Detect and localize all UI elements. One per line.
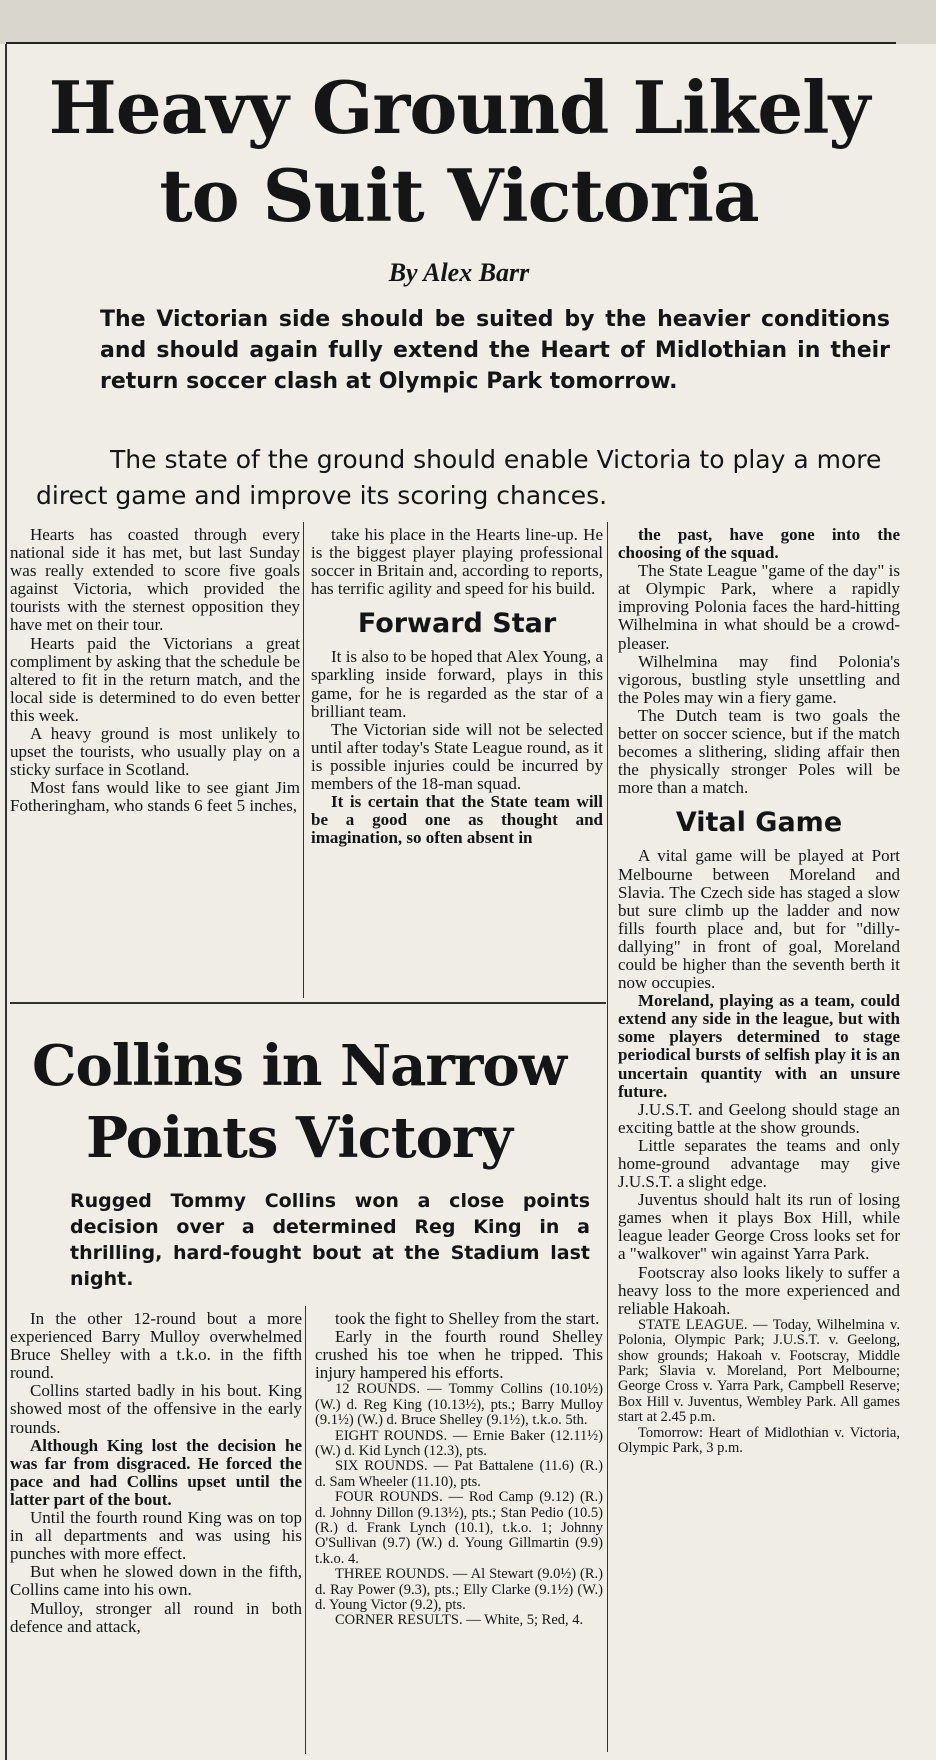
article2-headline: Collins in Narrow Points Victory xyxy=(31,1033,566,1171)
paragraph: Footscray also looks likely to suffer a heavy loss to the more experienced and reliable Hakoah. xyxy=(618,1262,900,1318)
article1-deck2: The state of the ground should enable Victoria to play a more direct game and improve its scoring chances. xyxy=(36,445,882,510)
paragraph: It is also to be hoped that Alex Young, a sparkling inside forward, plays in this game, for he is regarded as the star of a brilliant team. xyxy=(311,647,603,721)
page-top-band xyxy=(0,0,936,44)
article2-deck: Rugged Tommy Collins won a close points decision over a determined Reg King in a thrilling, hard-fought bout at the Stadium last night. xyxy=(70,1190,590,1290)
article1-headline: Heavy Ground Likely to Suit Victoria xyxy=(48,65,870,238)
result-line: 12 ROUNDS. — Tommy Collins (10.10½) (W.) d. Reg King (10.13½), pts.; Barry Mulloy (9.1½) (W.) d. Bruce Shelley (9.1½), t.k.o. 5th. xyxy=(315,1381,603,1429)
article1-byline: By Alex Barr xyxy=(388,258,530,287)
subhead-vital-game: Vital Game xyxy=(675,807,843,839)
top-rule xyxy=(6,42,896,44)
paragraph: The State League "game of the day" is at Olympic Park, where a rapidly improving Polonia faces the hard-hitting Wilhelmina in what should be a crowd-pleaser. xyxy=(618,561,900,653)
column-rule xyxy=(305,1306,306,1754)
paragraph: Collins started badly in his bout. King showed most of the offensive in the early rounds. xyxy=(10,1381,302,1437)
subhead-forward-star: Forward Star xyxy=(357,608,557,640)
paragraph: take his place in the Hearts line-up. He is the biggest player playing professional soccer in Britain and, according to reports, has terrific agility and speed for his build. xyxy=(311,526,603,599)
article1-column-2 xyxy=(311,526,603,994)
paragraph: Until the fourth round King was on top in all departments and was using his punches with more effect. xyxy=(10,1508,302,1564)
column-rule xyxy=(607,522,608,1752)
article1-deck: The Victorian side should be suited by the heavier conditions and should again fully extend the Heart of Midlothian in their return soccer clash at Olympic Park tomorrow. xyxy=(100,307,890,394)
paragraph: Wilhelmina may find Polonia's vigorous, bustling style unsettling and the Poles may win a fiery game. xyxy=(618,651,900,707)
paragraph: But when he slowed down in the fifth, Collins came into his own. xyxy=(10,1562,302,1600)
article1-column-1 xyxy=(10,526,300,994)
paragraph: Early in the fourth round Shelley crushed his toe when he tripped. This injury hampered his efforts. xyxy=(315,1327,603,1383)
fixtures-tomorrow: Tomorrow: Heart of Midlothian v. Victoria, Olympic Park, 3 p.m. xyxy=(618,1424,900,1457)
result-line: SIX ROUNDS. — Pat Battalene (11.6) (R.) d. Sam Wheeler (11.10), pts. xyxy=(315,1458,603,1490)
paragraph: A heavy ground is most unlikely to upset the tourists, who usually play on a sticky surface in Scotland. xyxy=(10,724,300,780)
paragraph: Little separates the teams and only home-ground advantage may give J.U.S.T. a slight edge. xyxy=(618,1135,900,1192)
paragraph: It is certain that the State team will be a good one as thought and imagination, so often absent in xyxy=(311,792,603,848)
article2-column-1 xyxy=(10,1310,302,1756)
paragraph: the past, have gone into the choosing of the squad. xyxy=(618,526,900,563)
paragraph: The Victorian side will not be selected until after today's State League round, as it is possible injuries could be incurred by members of the 18-man squad. xyxy=(311,719,603,794)
article-separator-rule xyxy=(10,1002,606,1004)
paragraph: The Dutch team is two goals the better on soccer science, but if the match becomes a slithering, sliding affair then the physically stronger Poles will be more than a match. xyxy=(618,705,900,798)
paragraph: In the other 12-round bout a more experienced Barry Mulloy overwhelmed Bruce Shelley with a t.k.o. in the fifth round. xyxy=(10,1310,302,1383)
result-line: FOUR ROUNDS. — Rod Camp (9.12) (R.) d. Johnny Dillon (9.13½), pts.; Stan Pedio (10.5) (R.) d. Frank Lynch (10.1), t.k.o. 1; Johnny O'Sullivan (9.7) (W.) d. Young Gillmartin (9.9) t.k.o. 4. xyxy=(315,1489,603,1567)
result-line: EIGHT ROUNDS. — Ernie Baker (12.11½) (W.) d. Kid Lynch (12.3), pts. xyxy=(315,1427,603,1459)
article1-column-3 xyxy=(618,526,900,1752)
paragraph: took the fight to Shelley from the start. xyxy=(335,1310,600,1328)
paragraph: Hearts paid the Victorians a great compliment by asking that the schedule be altered to fit in the return match, and the local side is determined to do even better this week. xyxy=(10,633,300,725)
paragraph: J.U.S.T. and Geelong should stage an exciting battle at the show grounds. xyxy=(618,1099,900,1137)
result-line: CORNER RESULTS. — White, 5; Red, 4. xyxy=(335,1612,584,1629)
fixtures-list: STATE LEAGUE. — Today, Wilhelmina v. Polonia, Olympic Park; J.U.S.T. v. Geelong, show grounds; Hakoah v. Footscray, Middle Park; Slavia v. Moreland, Port Melbourne; George Cross v. Yarra Park, Campbell Reserve; Box Hill v. Juventus, Wembley Park. All games start at 2.45 p.m. xyxy=(618,1316,900,1426)
paragraph: A vital game will be played at Port Melbourne between Moreland and Slavia. The Czech side has staged a slow but sure climb up the ladder and now fills fourth place and, but for "dilly-dallying" in front of goal, Moreland could be higher than the seventh berth it now occupies. xyxy=(618,846,900,993)
left-rule xyxy=(5,44,7,1760)
paragraph: Moreland, playing as a team, could extend any side in the league, but with some players determined to stage periodical bursts of selfish play it is an uncertain quantity with an unsure future. xyxy=(618,991,900,1101)
paragraph: Mulloy, stronger all round in both defence and attack, xyxy=(10,1598,302,1636)
paragraph: Most fans would like to see giant Jim Fotheringham, who stands 6 feet 5 inches, xyxy=(10,778,300,816)
paragraph: Hearts has coasted through every national side it has met, but last Sunday was really extended to score five goals against Victoria, which provided the tourists with the sternest opposition they have met on their tour. xyxy=(10,526,300,635)
paragraph: Although King lost the decision he was far from disgraced. He forced the pace and had Collins upset until the latter part of the bout. xyxy=(10,1435,302,1509)
paragraph: Juventus should halt its run of losing games when it plays Box Hill, while league leader George Cross looks set for a "walkover" win against Yarra Park. xyxy=(618,1190,900,1264)
result-line: THREE ROUNDS. — Al Stewart (9.0½) (R.) d. Ray Power (9.3), pts.; Elly Clarke (9.1½) (W.) d. Young Victor (9.2), pts. xyxy=(315,1566,603,1614)
column-rule xyxy=(303,522,304,998)
article2-column-2 xyxy=(315,1310,603,1756)
